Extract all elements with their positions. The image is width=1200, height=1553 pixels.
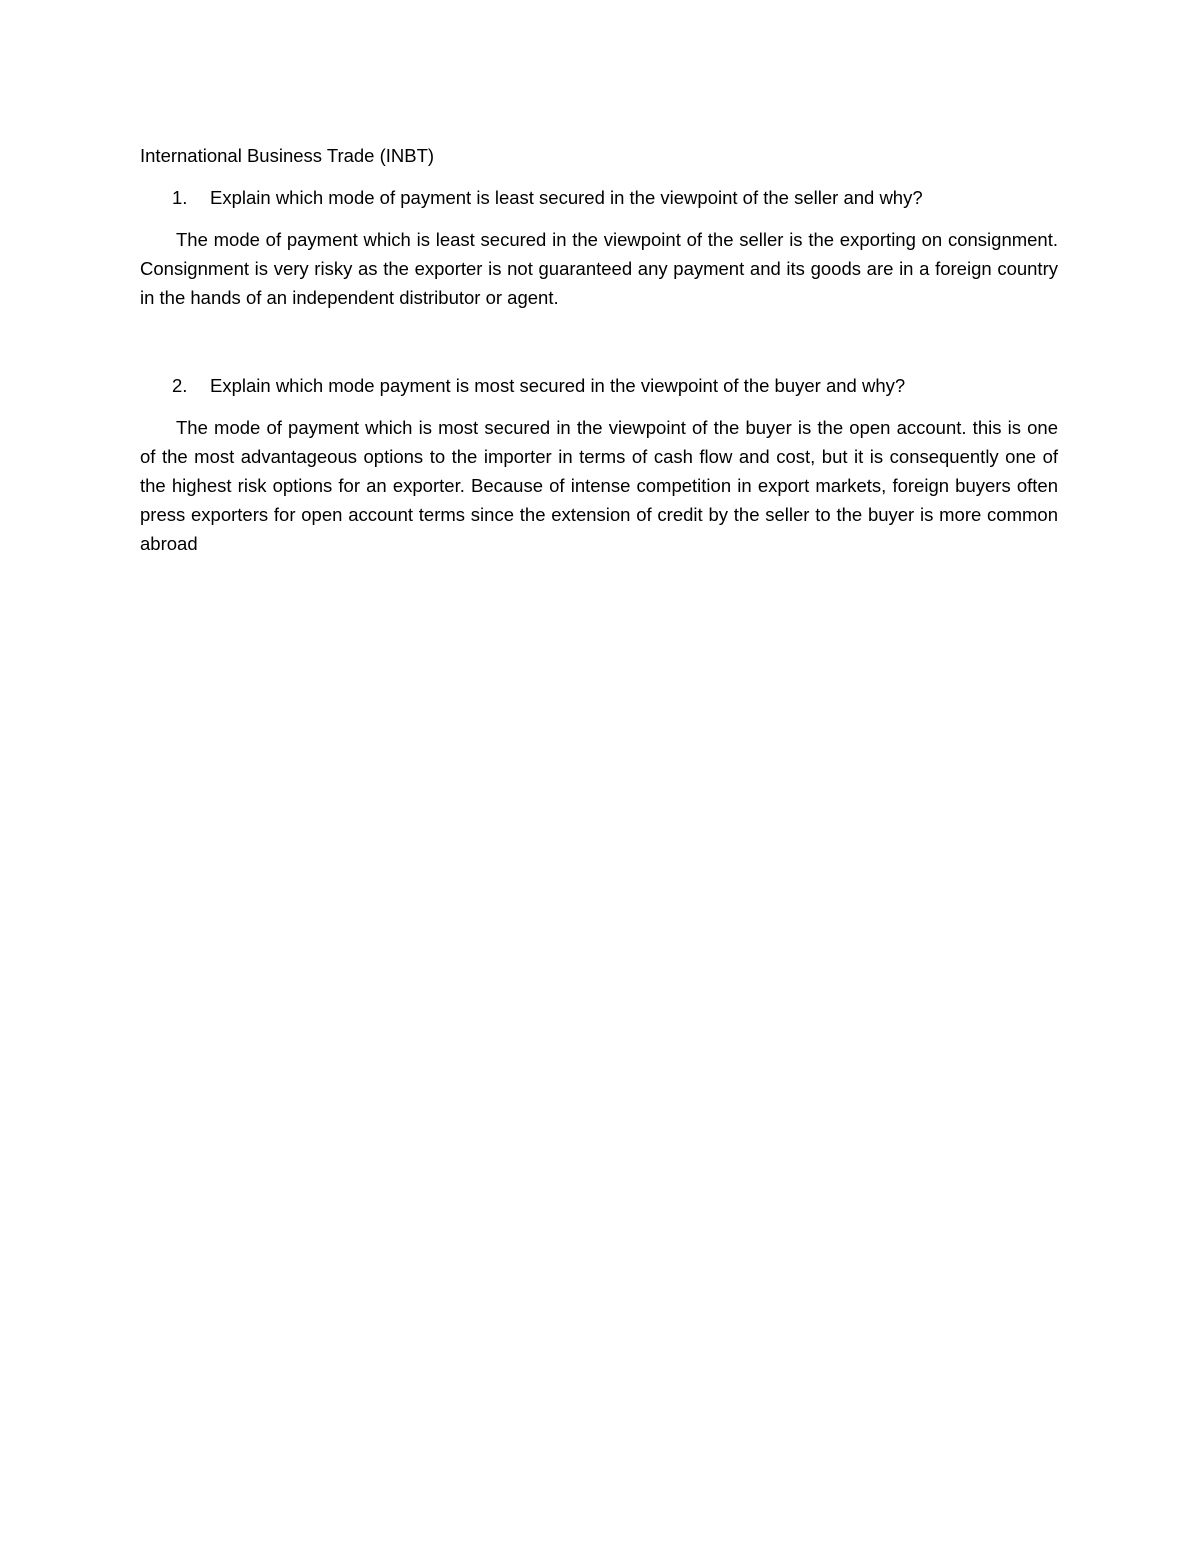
question-2: [140, 371, 1058, 400]
document-title: International Business Trade (INBT): [140, 145, 435, 166]
answer-2: The mode of payment which is most secured in the viewpoint of the buyer is the open account. this is one of the most advantageous options to the importer in terms of cash flow and cost, but it is consequently one of the highest risk options for an exporter. Because of intense competition in export markets, foreign buyers often press exporters for open account terms since the extension of credit by the seller to the buyer is more common abroad: [140, 417, 1058, 554]
document-body: [140, 141, 1058, 558]
question-text: Explain which mode payment is most secured in the viewpoint of the buyer and why?: [210, 375, 906, 396]
question-number: 1.: [172, 187, 188, 208]
question-number: 2.: [172, 375, 188, 396]
question-text: Explain which mode of payment is least secured in the viewpoint of the seller and why?: [210, 187, 923, 208]
answer-1: The mode of payment which is least secured in the viewpoint of the seller is the exporting on consignment. Consignment is very risky as the exporter is not guaranteed any payment and its goods are in a foreign country in the hands of an independent distributor or agent.: [140, 229, 1058, 308]
section-spacer: [140, 312, 1058, 371]
question-1: [140, 183, 1058, 212]
